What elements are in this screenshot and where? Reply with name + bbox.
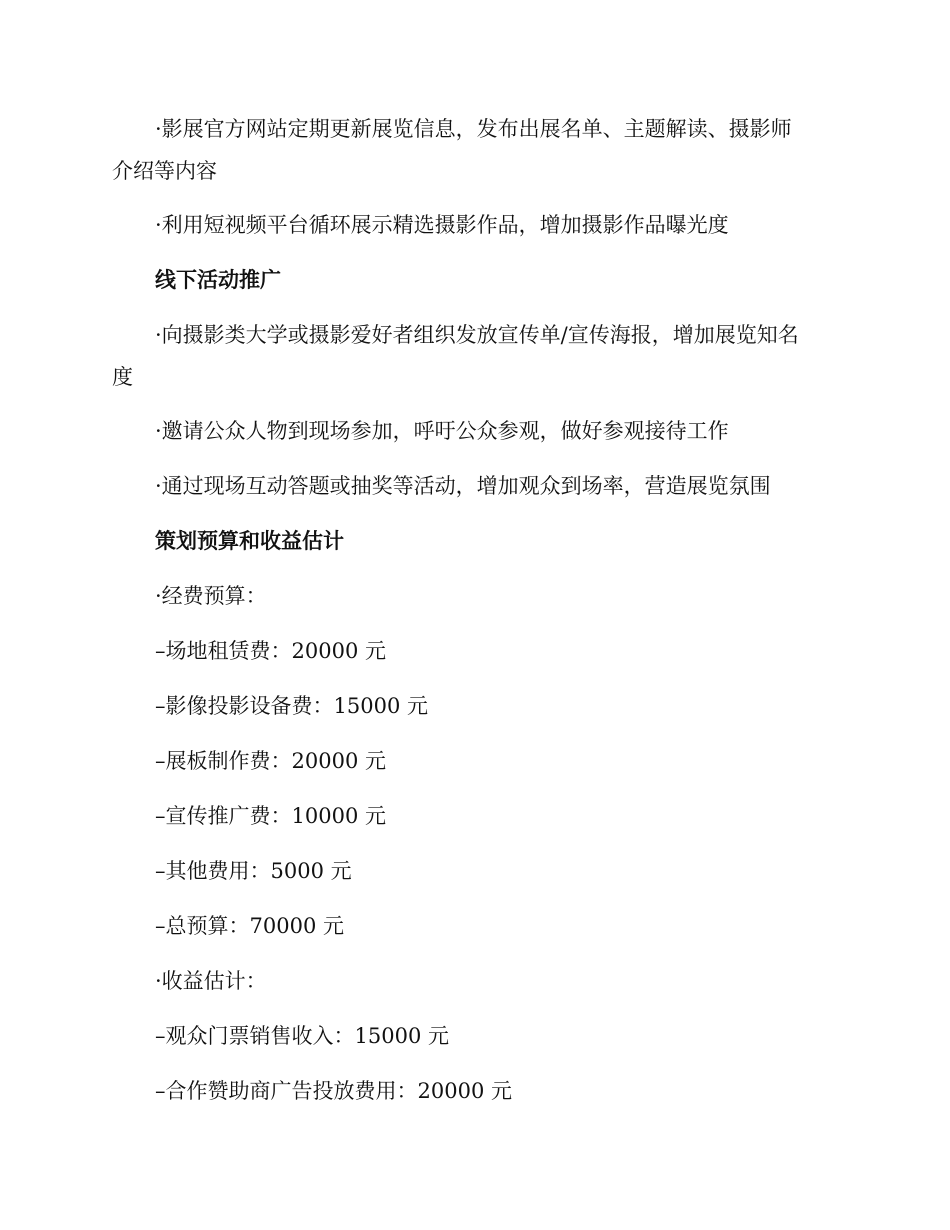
budget-item: –场地租赁费：20000 元: [155, 639, 386, 663]
bullet-line: ·收益估计：: [155, 969, 267, 993]
bullet-line: ·向摄影类大学或摄影爱好者组织发放宣传单/宣传海报，增加展览知名: [155, 323, 799, 347]
budget-item: –影像投影设备费：15000 元: [155, 694, 428, 718]
section-heading: 线下活动推广: [155, 267, 281, 292]
bullet-line: ·影展官方网站定期更新展览信息，发布出展名单、主题解读、摄影师: [155, 117, 792, 141]
bullet-line-continuation: 度: [112, 365, 133, 389]
income-item: –合作赞助商广告投放费用：20000 元: [155, 1079, 512, 1103]
budget-item: –宣传推广费：10000 元: [155, 804, 386, 828]
bullet-line-continuation: 介绍等内容: [112, 159, 217, 183]
budget-item: –其他费用：5000 元: [155, 859, 352, 883]
bullet-line: ·邀请公众人物到现场参加，呼吁公众参观，做好参观接待工作: [155, 419, 729, 443]
income-item: –观众门票销售收入：15000 元: [155, 1024, 449, 1048]
budget-item: –展板制作费：20000 元: [155, 749, 386, 773]
budget-total: –总预算：70000 元: [155, 914, 344, 938]
bullet-line: ·通过现场互动答题或抽奖等活动，增加观众到场率，营造展览氛围: [155, 474, 771, 498]
bullet-line: ·利用短视频平台循环展示精选摄影作品，增加摄影作品曝光度: [155, 213, 729, 237]
section-heading: 策划预算和收益估计: [155, 528, 344, 553]
bullet-line: ·经费预算：: [155, 584, 267, 608]
